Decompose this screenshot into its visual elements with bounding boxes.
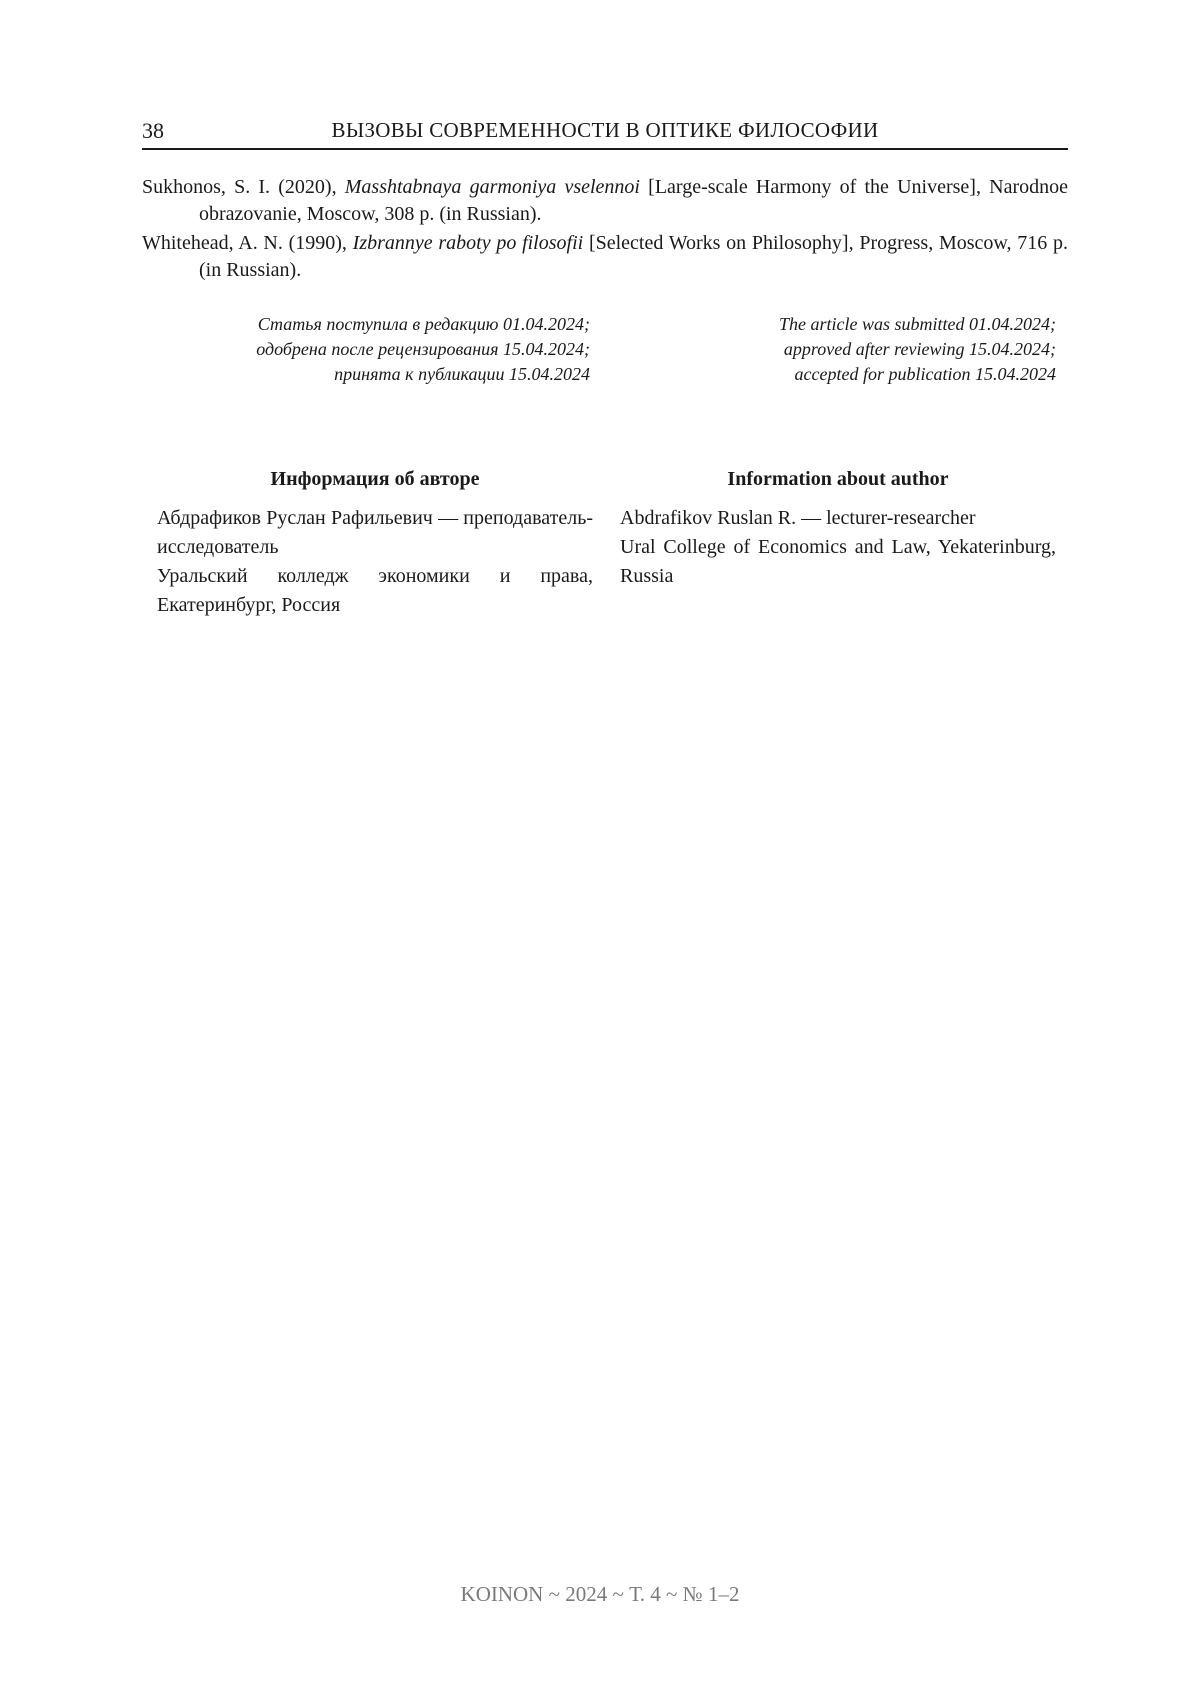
reference-authors: Whitehead, A. N. (1990),: [142, 232, 353, 254]
page-header: [142, 112, 1068, 150]
author-name-en: Abdrafikov Ruslan R. — lecturer-researcher: [620, 507, 976, 529]
article-dates-en: [646, 312, 1056, 387]
reference-title: Izbrannye raboty po filosofii: [352, 232, 584, 254]
reference-details: [Large-scale Harmony of the Universe], Narodnoe obrazovanie, Moscow, 308 p. (in Russian).: [199, 176, 1068, 225]
author-heading-en: Information about author: [727, 468, 949, 490]
reference-item: [142, 230, 1068, 284]
author-affiliation-en: Ural College of Economics and Law, Yekaterinburg, Russia: [620, 536, 1056, 587]
reference-details: [Selected Works on Philosophy], Progress, Moscow, 716 p. (in Russian).: [199, 232, 1068, 281]
reference-item: [142, 174, 1068, 228]
author-info-en: [620, 465, 1056, 591]
running-title: ВЫЗОВЫ СОВРЕМЕННОСТИ В ОПТИКЕ ФИЛОСОФИИ: [331, 118, 879, 142]
author-name-ru: Абдрафиков Руслан Рафильевич — преподаватель-исследователь: [157, 507, 593, 558]
reference-title: Masshtabnaya garmoniya vselennoi: [344, 176, 640, 198]
date-submitted-ru: Статья поступила в редакцию 01.04.2024;: [257, 314, 590, 334]
date-accepted-en: accepted for publication 15.04.2024: [794, 364, 1056, 384]
journal-footer: KOINON ~ 2024 ~ Т. 4 ~ № 1–2: [460, 1582, 740, 1606]
article-dates-ru: [180, 312, 590, 387]
page-number: 38: [142, 118, 164, 143]
author-info-ru: [157, 465, 593, 620]
date-approved-ru: одобрена после рецензирования 15.04.2024;: [256, 339, 590, 359]
author-heading-ru: Информация об авторе: [270, 468, 480, 490]
author-affiliation-ru: Уральский колледж экономики и права, Екатеринбург, Россия: [157, 565, 593, 616]
date-approved-en: approved after reviewing 15.04.2024;: [783, 339, 1056, 359]
reference-list: [142, 174, 1068, 286]
date-accepted-ru: принята к публикации 15.04.2024: [334, 364, 590, 384]
date-submitted-en: The article was submitted 01.04.2024;: [779, 314, 1056, 334]
reference-authors: Sukhonos, S. I. (2020),: [142, 176, 345, 198]
